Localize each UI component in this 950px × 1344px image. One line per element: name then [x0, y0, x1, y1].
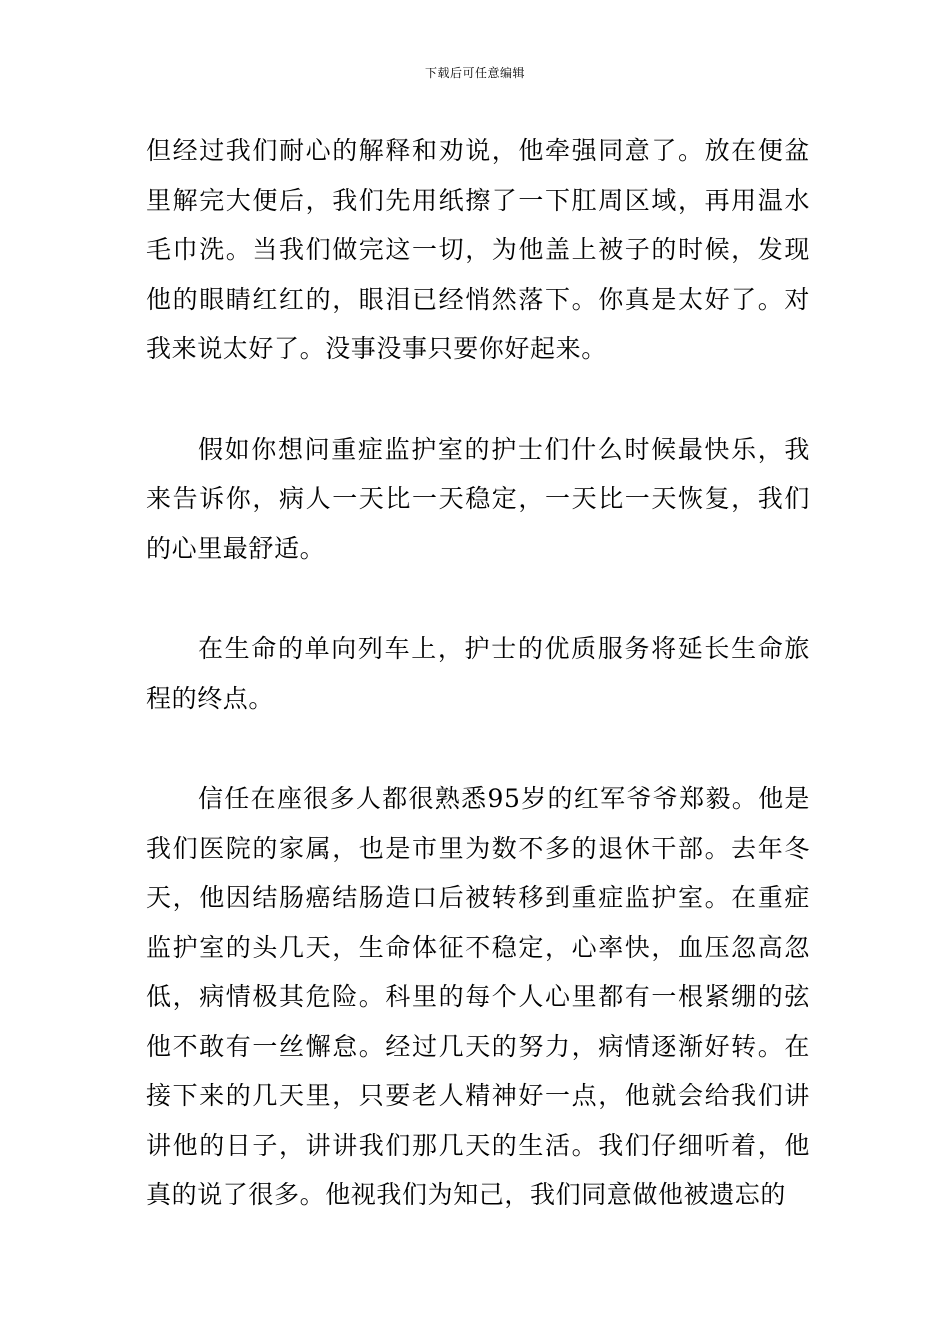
- paragraph-4: 信任在座很多人都很熟悉95岁的红军爷爷郑毅。他是我们医院的家属，也是市里为数不多的退休干部。去年冬天，他因结肠癌结肠造口后被转移到重症监护室。在重症监护室的头几天，生命体征不稳定，心率快，血压忽高忽低，病情极其危险。科里的每个人心里都有一根紧绷的弦他不敢有一丝懈怠。经过几天的努力，病情逐渐好转。在接下来的几天里，只要老人精神好一点，他就会给我们讲讲他的日子，讲讲我们那几天的生活。我们仔细听着，他真的说了很多。他视我们为知己，我们同意做他被遗忘的: [146, 784, 810, 1209]
- document-body: [146, 126, 810, 1220]
- paragraph-2: 假如你想问重症监护室的护士们什么时候最快乐，我来告诉你，病人一天比一天稳定，一天比一天恢复，我们的心里最舒适。: [146, 434, 810, 563]
- paragraph-3: 在生命的单向列车上，护士的优质服务将延长生命旅程的终点。: [146, 634, 810, 713]
- paragraph-1: 但经过我们耐心的解释和劝说，他牵强同意了。放在便盆里解完大便后，我们先用纸擦了一下肛周区域，再用温水毛巾洗。当我们做完这一切，为他盖上被子的时候，发现他的眼睛红红的，眼泪已经悄然落下。你真是太好了。对我来说太好了。没事没事只要你好起来。: [146, 136, 810, 363]
- page-header-note: 下载后可任意编辑: [424, 66, 525, 80]
